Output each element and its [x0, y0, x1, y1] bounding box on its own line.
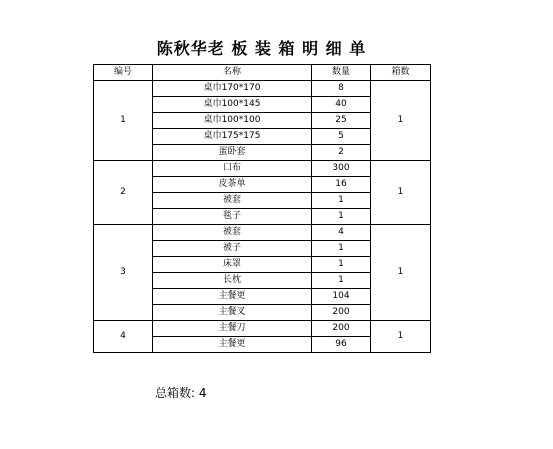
item-name-cell: 被套 [153, 225, 312, 241]
item-name-cell: 皮茶单 [153, 177, 312, 193]
item-quantity-cell: 200 [312, 305, 371, 321]
group-number-cell: 4 [94, 321, 153, 353]
item-name-cell: 桌巾100*145 [153, 97, 312, 113]
item-name-cell: 蛋卧套 [153, 145, 312, 161]
item-name-cell: 口布 [153, 161, 312, 177]
item-quantity-cell: 8 [312, 81, 371, 97]
item-name-cell: 主餐更 [153, 337, 312, 353]
total-boxes-label: 总箱数: [155, 386, 196, 400]
item-quantity-cell: 2 [312, 145, 371, 161]
item-quantity-cell: 25 [312, 113, 371, 129]
item-quantity-cell: 5 [312, 129, 371, 145]
item-quantity-cell: 4 [312, 225, 371, 241]
header-quantity: 数量 [312, 65, 371, 81]
item-name-cell: 主餐更 [153, 289, 312, 305]
item-quantity-cell: 104 [312, 289, 371, 305]
document-title: 陈秋华老 板 装 箱 明 细 单 [156, 39, 367, 58]
item-name-cell: 主餐刀 [153, 321, 312, 337]
group-boxes-cell: 1 [371, 81, 431, 161]
item-name-cell: 被套 [153, 193, 312, 209]
item-name-cell: 长枕 [153, 273, 312, 289]
item-name-cell: 桌巾100*100 [153, 113, 312, 129]
item-quantity-cell: 40 [312, 97, 371, 113]
item-quantity-cell: 300 [312, 161, 371, 177]
table-header-row [94, 65, 431, 81]
table-row [94, 81, 431, 97]
item-name-cell: 主餐叉 [153, 305, 312, 321]
item-quantity-cell: 96 [312, 337, 371, 353]
item-name-cell: 桌巾170*170 [153, 81, 312, 97]
table-row [94, 321, 431, 337]
item-quantity-cell: 1 [312, 257, 371, 273]
total-boxes [155, 384, 207, 402]
group-number-cell: 2 [94, 161, 153, 225]
item-quantity-cell: 1 [312, 209, 371, 225]
group-number-cell: 1 [94, 81, 153, 161]
item-quantity-cell: 200 [312, 321, 371, 337]
item-quantity-cell: 1 [312, 193, 371, 209]
item-name-cell: 床罩 [153, 257, 312, 273]
item-name-cell: 被子 [153, 241, 312, 257]
group-boxes-cell: 1 [371, 321, 431, 353]
item-name-cell: 毯子 [153, 209, 312, 225]
header-boxes: 箱数 [371, 65, 431, 81]
item-quantity-cell: 1 [312, 273, 371, 289]
table-body [94, 81, 431, 353]
table-row [94, 161, 431, 177]
header-number: 编号 [94, 65, 153, 81]
table-row [94, 225, 431, 241]
group-boxes-cell: 1 [371, 161, 431, 225]
item-quantity-cell: 16 [312, 177, 371, 193]
header-name: 名称 [153, 65, 312, 81]
group-number-cell: 3 [94, 225, 153, 321]
total-boxes-value: 4 [198, 386, 207, 400]
item-name-cell: 桌巾175*175 [153, 129, 312, 145]
group-boxes-cell: 1 [371, 225, 431, 321]
item-quantity-cell: 1 [312, 241, 371, 257]
packing-list-table [93, 64, 431, 353]
